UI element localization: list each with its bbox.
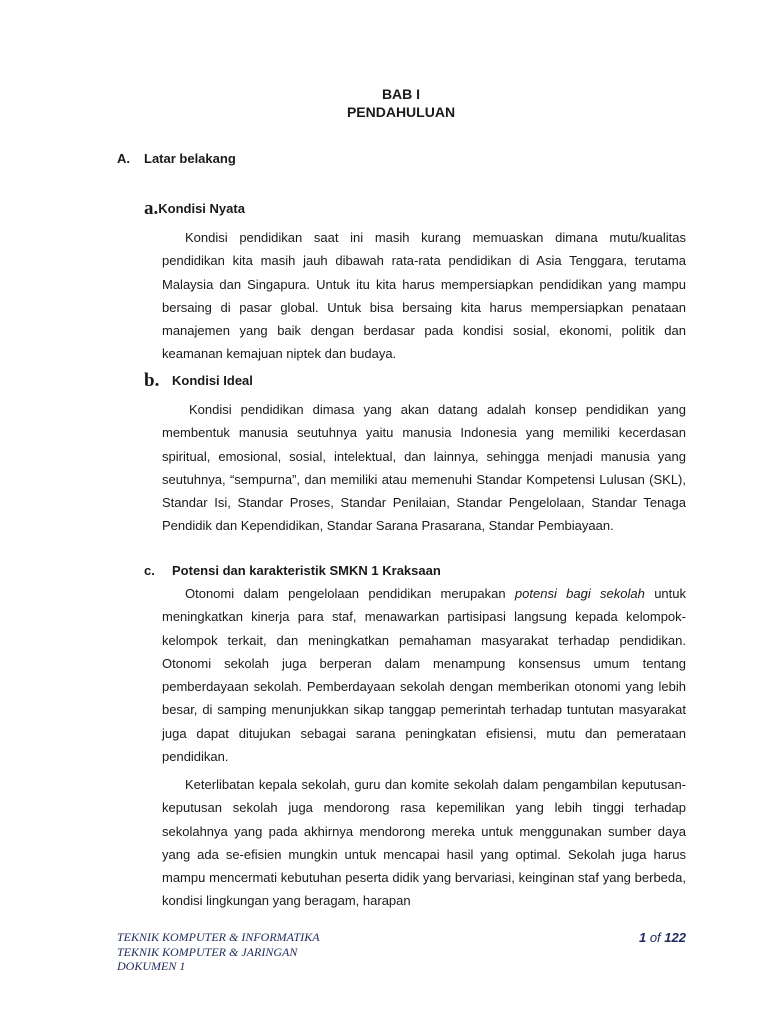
sub-b-title: Kondisi Ideal <box>172 373 253 388</box>
footer-department <box>117 930 320 974</box>
sub-a-title: Kondisi Nyata <box>158 201 245 216</box>
page-number <box>639 930 686 945</box>
sub-c-paragraph-2: Keterlibatan kepala sekolah, guru dan komite sekolah dalam pengambilan keputusan-keputusan sekolah juga mendorong rasa kepemilikan yang lebih tinggi terhadap sekolahnya yang pada akhirnya mendorong mereka untuk menggunakan sumber daya yang ada se-efisien mungkin untuk mencapai hasil yang optimal. Sekolah juga harus mampu mencermati kebutuhan peserta didik yang bervariasi, keinginan staf yang berbeda, kondisi lingkungan yang beragam, harapan <box>162 777 686 909</box>
sub-c-title: Potensi dan karakteristik SMKN 1 Kraksaan <box>172 563 441 578</box>
footer-line-1: TEKNIK KOMPUTER & INFORMATIKA <box>117 930 320 944</box>
chapter-label: BAB I <box>381 86 421 102</box>
sub-a-heading <box>144 200 245 218</box>
section-a-marker: A. <box>117 151 130 166</box>
chapter-title: PENDAHULUAN <box>346 104 456 120</box>
sub-c-heading <box>144 562 441 580</box>
emphasis-text: potensi bagi sekolah <box>514 586 645 601</box>
sub-c-paragraph-1: Otonomi dalam pengelolaan pendidikan merupakan potensi bagi sekolah untuk meningkatkan kinerja para staf, menawarkan partisipasi langsung kepada kelompok-kelompok terkait, dan meningkatkan pemahaman masyarakat terhadap pendidikan. Otonomi sekolah juga berperan dalam menampung konsensus umum tentang pemberdayaan sekolah. Pemberdayaan sekolah dengan memberikan otonomi yang lebih besar, di samping menunjukkan sikap tanggap pemerintah terhadap tuntutan masyarakat juga dapat ditujukan sebagai sarana peningkatan efisiensi, mutu dan pemerataan pendidikan. <box>162 586 686 765</box>
sub-a-marker: a. <box>144 198 159 219</box>
footer-line-3: DOKUMEN 1 <box>117 959 186 973</box>
page-of: of <box>649 930 661 945</box>
sub-a-paragraph: Kondisi pendidikan saat ini masih kurang memuaskan dimana mutu/kualitas pendidikan kita masih jauh dibawah rata-rata pendidikan di Asia Tenggara, terutama Malaysia dan Singapura. Untuk itu kita harus mempersiapkan pendidikan yang mampu bersaing di pasar global. Untuk bisa bersaing kita harus mempersiapkan penataan manajemen yang baik dengan berdasar pada kondisi sosial, ekonomi, politik dan keamanan kemajuan niptek dan budaya. <box>162 230 686 362</box>
page-current: 1 <box>638 930 647 945</box>
section-a-heading <box>117 150 236 168</box>
sub-b-paragraph: Kondisi pendidikan dimasa yang akan datang adalah konsep pendidikan yang membentuk manusia seutuhnya yaitu manusia Indonesia yang memiliki kecerdasan spiritual, emosional, sosial, intelektual, dan lainnya, sehingga menjadi manusia yang seutuhnya, “sempurna”, dan memiliki atau memenuhi Standar Kompetensi Lulusan (SKL), Standar Isi, Standar Proses, Standar Penilaian, Standar Pengelolaan, Standar Tenaga Pendidik dan Kependidikan, Standar Sarana Prasarana, Standar Pembiayaan. <box>162 402 686 534</box>
section-a-title: Latar belakang <box>144 151 236 166</box>
sub-b-marker: b. <box>144 370 160 391</box>
page-total: 122 <box>664 930 686 945</box>
footer-line-2: TEKNIK KOMPUTER & JARINGAN <box>117 944 298 959</box>
sub-c-marker: c. <box>144 563 155 578</box>
sub-b-heading <box>144 372 253 390</box>
